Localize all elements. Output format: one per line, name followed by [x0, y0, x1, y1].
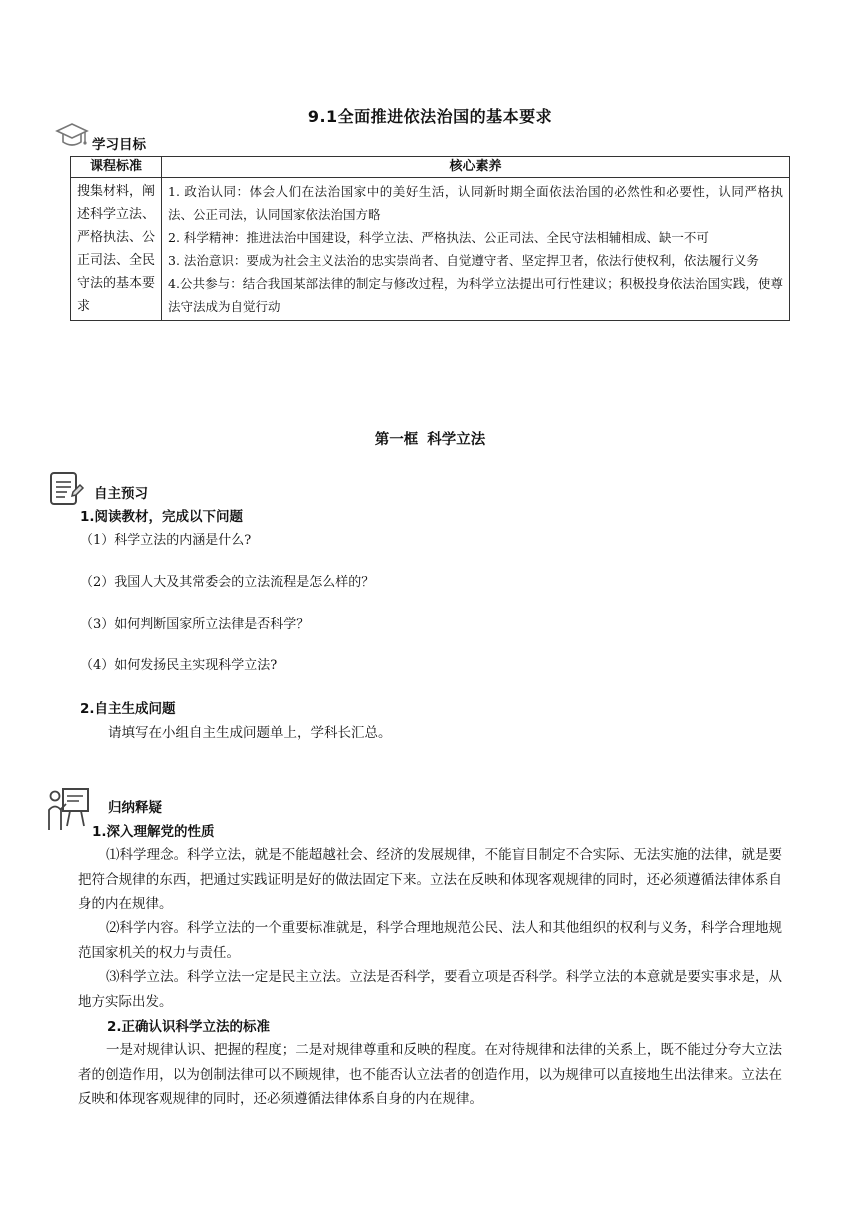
preview-heading: 自主预习 [94, 486, 148, 502]
table-header-row [71, 157, 790, 178]
competency-cell [162, 178, 790, 321]
competency-item: 2. 科学精神：推进法治中国建设，科学立法、严格执法、公正司法、全民守法相辅相成、缺一不可 [168, 230, 709, 245]
course-standard-cell: 搜集材料，阐述科学立法、严格执法、公正司法、全民守法的基本要求 [71, 178, 162, 321]
graduation-cap-icon [54, 120, 90, 154]
page-title: 9.1全面推进依法治国的基本要求 [307, 107, 553, 126]
document-notes-icon [47, 470, 85, 508]
summary-paragraph: ⑴科学理念。科学立法，就是不能超越社会、经济的发展规律，不能盲目制定不合实际、无法实施的法律，就是要把符合规律的东西，把通过实践证明是好的做法固定下来。立法在反映和体现客观规律的同时，还必须遵循法律体系自身的内在规律。 [78, 847, 782, 912]
teacher-board-icon [46, 786, 90, 832]
competency-item: 1. 政治认同：体会人们在法治国家中的美好生活，认同新时期全面依法治国的必然性和必要性，认同严格执法、公正司法，认同国家依法治国方略 [168, 184, 783, 222]
competency-item: 3. 法治意识：要成为社会主义法治的忠实崇尚者、自觉遵守者、坚定捍卫者，依法行使权利，依法履行义务 [168, 253, 759, 268]
frame-title: 第一框 科学立法 [374, 432, 486, 448]
summary-s1-title: 1.深入理解党的性质 [92, 824, 215, 840]
preview-question: （2）我国人大及其常委会的立法流程是怎么样的？ [80, 575, 375, 590]
preview-q2-text: 请填写在小组自主生成问题单上，学科长汇总。 [108, 725, 392, 741]
header-course-standard: 课程标准 [71, 157, 162, 178]
summary-s2-title: 2.正确认识科学立法的标准 [107, 1019, 271, 1035]
summary-paragraph: ⑶科学立法。科学立法一定是民主立法。立法是否科学，要看立项是否科学。科学立法的本意就是要实事求是，从地方实际出发。 [78, 969, 782, 1010]
summary-heading: 归纳释疑 [108, 800, 162, 816]
preview-question: （1）科学立法的内涵是什么? [80, 533, 252, 548]
competency-item: 4.公共参与：结合我国某部法律的制定与修改过程，为科学立法提出可行性建议；积极投身依法治国实践，使尊法守法成为自觉行动 [168, 276, 783, 314]
summary-paragraph: 一是对规律认识、把握的程度；二是对规律尊重和反映的程度。在对待规律和法律的关系上，既不能过分夸大立法者的创造作用，以为创制法律可以不顾规律，也不能否认立法者的创造作用，以为规律可以直接地生出法律来。立法在反映和体现客观规律的同时，还必须遵循法律体系自身的内在规律。 [78, 1042, 782, 1107]
preview-q2-title: 2.自主生成问题 [80, 701, 176, 717]
preview-question: （4）如何发扬民主实现科学立法? [80, 658, 278, 673]
summary-paragraph: ⑵科学内容。科学立法的一个重要标准就是，科学合理地规范公民、法人和其他组织的权利与义务，科学合理地规范国家机关的权力与责任。 [78, 920, 782, 961]
preview-q1-title: 1.阅读教材，完成以下问题 [80, 509, 244, 525]
learning-goals-heading: 学习目标 [92, 137, 146, 153]
preview-question: （3）如何判断国家所立法律是否科学？ [80, 617, 310, 632]
standards-table [70, 156, 790, 321]
header-core-competency: 核心素养 [162, 157, 790, 178]
table-row [71, 178, 790, 321]
